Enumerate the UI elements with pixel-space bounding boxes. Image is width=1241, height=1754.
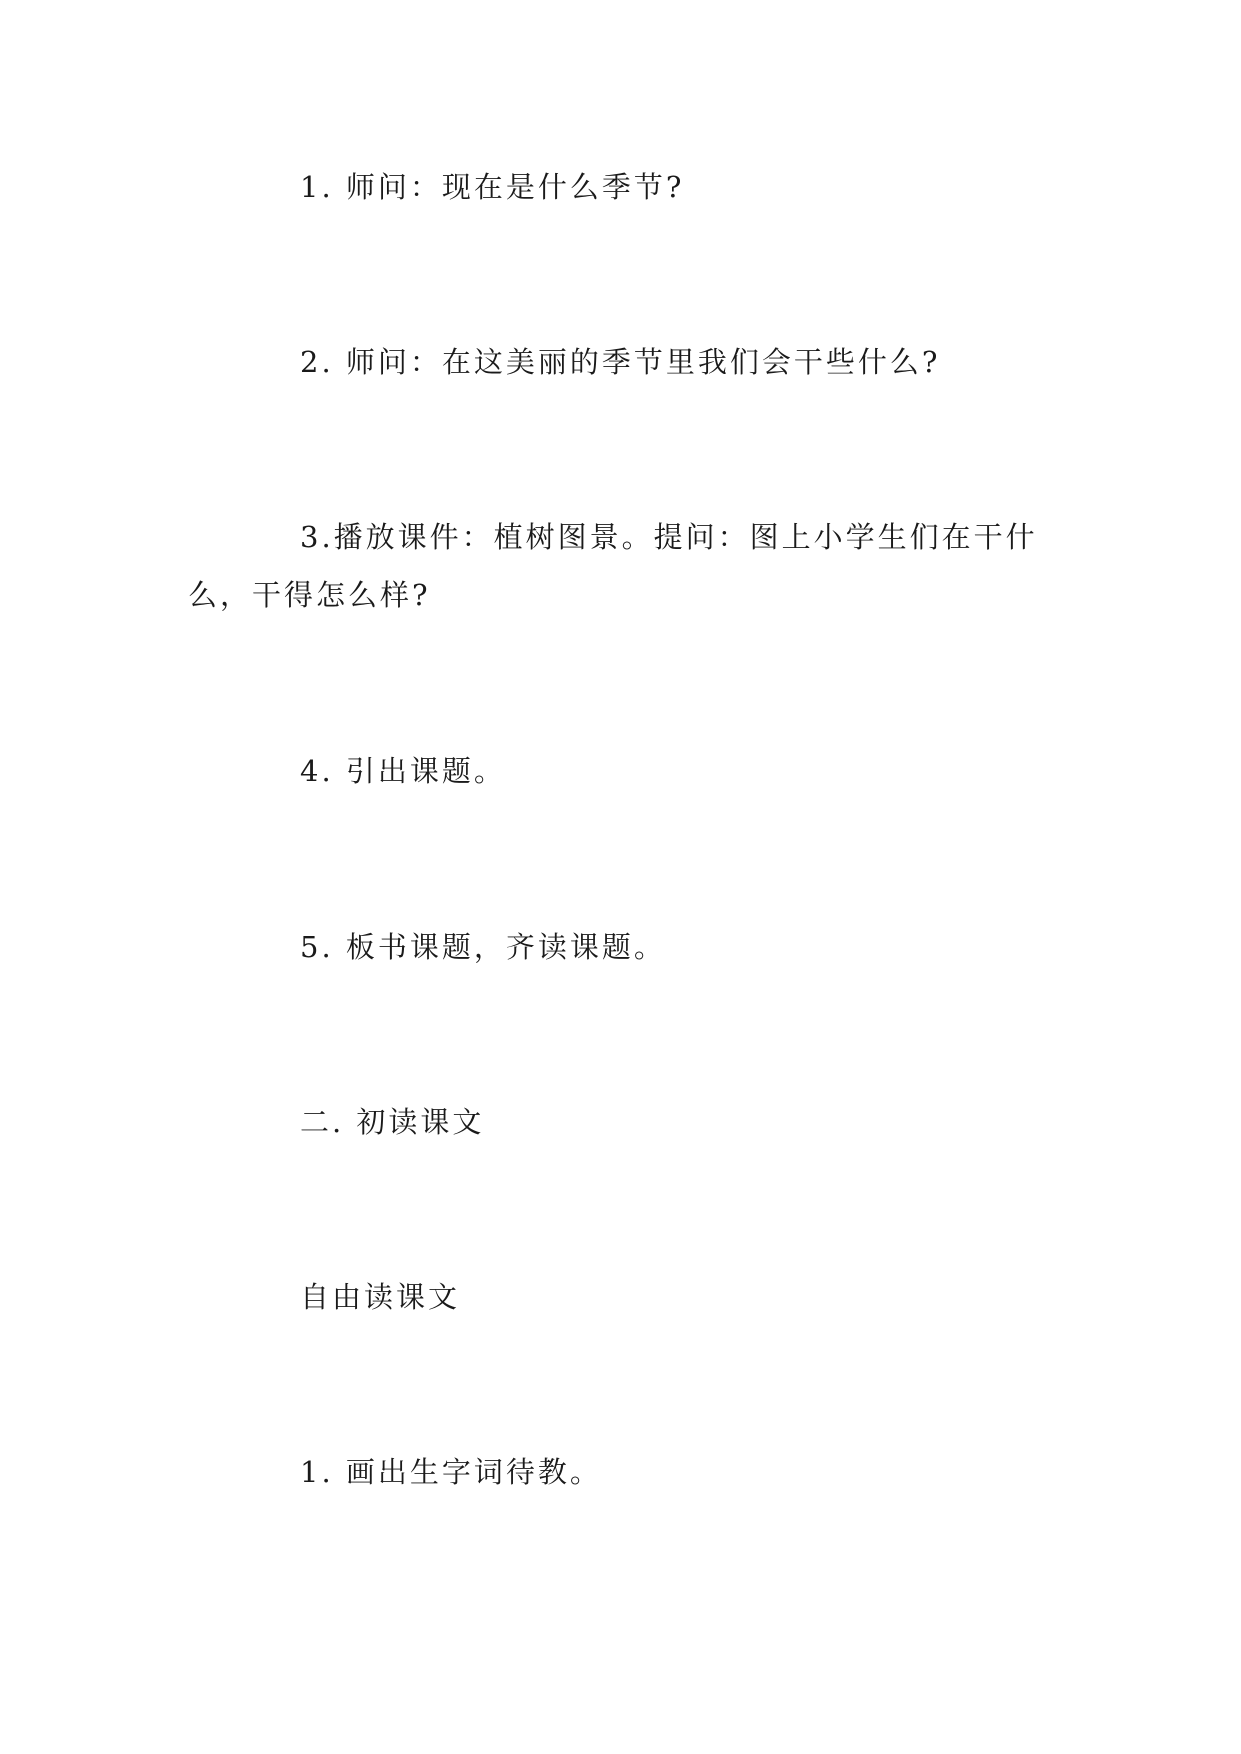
paragraph-4: 4. 引出课题。 xyxy=(300,754,506,788)
paragraph-7: 1. 画出生字词待教。 xyxy=(300,1455,602,1489)
paragraph-5: 5. 板书课题，齐读课题。 xyxy=(300,930,666,964)
paragraph-1: 1. 师问：现在是什么季节? xyxy=(300,170,685,204)
section-heading: 二. 初读课文 xyxy=(300,1105,485,1139)
paragraph-2: 2. 师问：在这美丽的季节里我们会干些什么? xyxy=(300,345,941,379)
paragraph-3: 3.播放课件：植树图景。提问：图上小学生们在干什么，干得怎么样? xyxy=(188,520,1038,612)
paragraph-6: 自由读课文 xyxy=(300,1280,461,1314)
